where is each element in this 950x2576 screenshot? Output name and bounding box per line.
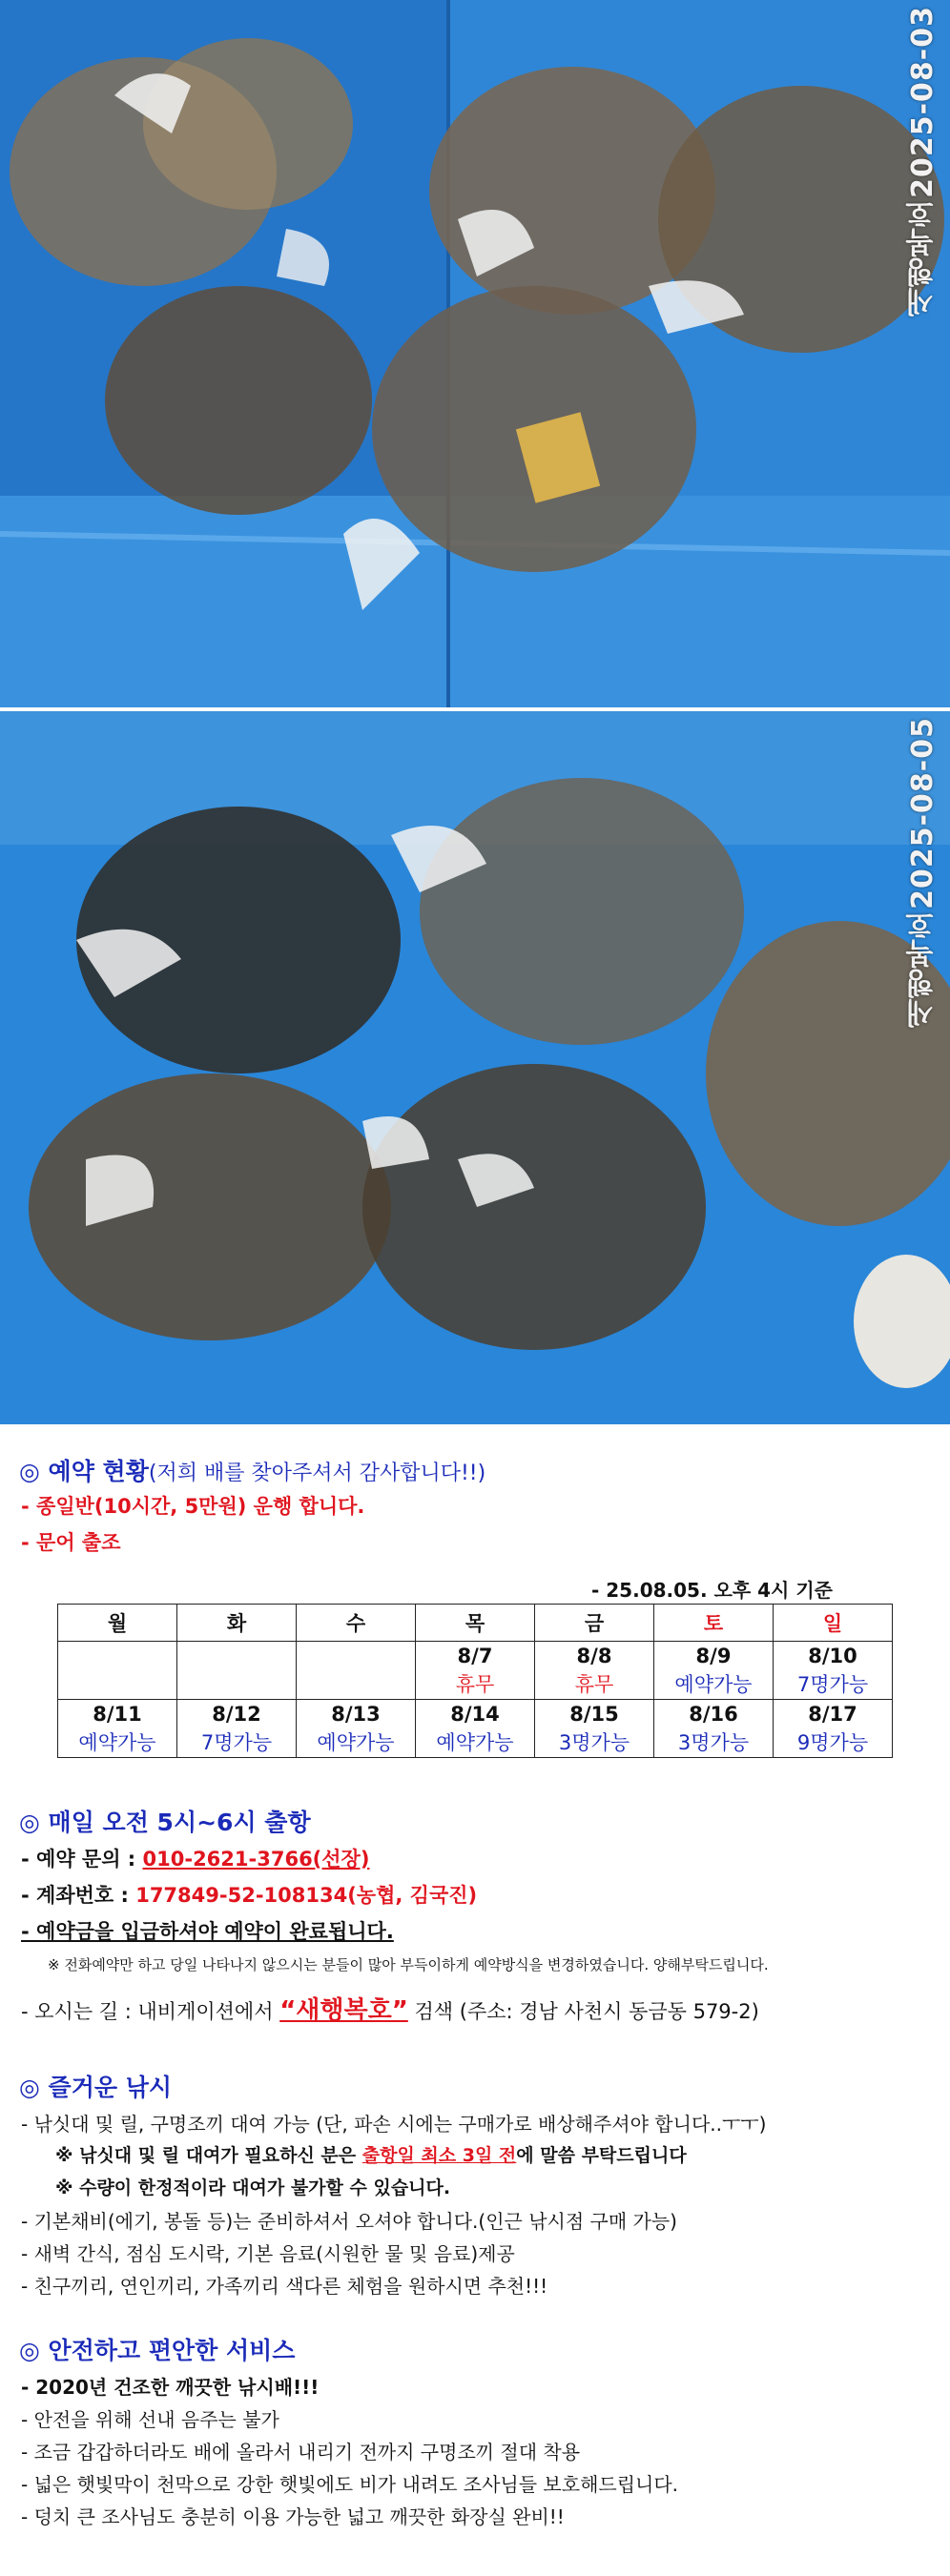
calendar-cell: 8/12 7명가능 (177, 1700, 297, 1758)
octopus-trip-notice: - 문어 출조 (21, 1531, 121, 1554)
calendar-cell: 8/15 3명가능 (535, 1700, 654, 1758)
calendar-cell: 8/11 예약가능 (58, 1700, 177, 1758)
calendar-cell: 8/14 예약가능 (416, 1700, 535, 1758)
meal-notice: - 새벽 간식, 점심 도시락, 기본 음료(시원한 물 및 음료)제공 (21, 2242, 515, 2265)
rental-limit-note: ※ 수량이 한정적이라 대여가 불가할 수 있습니다. (55, 2177, 451, 2198)
tackle-notice: - 기본채비(에기, 봉돌 등)는 준비하셔서 오셔야 합니다.(인근 낚시점 구매 가능) (21, 2210, 677, 2233)
calendar-cell: 8/7 휴무 (416, 1642, 535, 1700)
calendar-cell (177, 1642, 297, 1700)
calendar-cell: 8/10 7명가능 (774, 1642, 893, 1700)
phone-reservation-note: ※ 전화예약만 하고 당일 나타나지 않으시는 분들이 많아 부득이하게 예약방식을 변경하였습니다. 양해부탁드립니다. (48, 1956, 769, 1973)
reservation-subtitle: (저희 배를 찾아주셔서 감사합니다!!) (148, 1462, 486, 1485)
calendar-cell: 8/16 3명가능 (654, 1700, 774, 1758)
weekday-sun: 일 (774, 1605, 893, 1642)
calendar-cell: 8/9 예약가능 (654, 1642, 774, 1700)
bank-account: - 계좌번호 : 177849-52-108134(농협, 김국진) (21, 1884, 478, 1907)
calendar-week-row (58, 1642, 893, 1700)
rental-notice: - 낚싯대 및 릴, 구명조끼 대여 가능 (단, 파손 시에는 구매가로 배상해주셔야 합니다..ㅜㅜ) (21, 2113, 767, 2136)
sunshade-notice: - 넓은 햇빛막이 천막으로 강한 햇빛에도 비가 내려도 조사님들 보호해드립니다. (21, 2473, 679, 2496)
reservation-inquiry: - 예약 문의 : 010-2621-3766(선장) (21, 1848, 370, 1871)
alcohol-notice: - 안전을 위해 선내 음주는 불가 (21, 2408, 279, 2431)
weekday-header-row (58, 1605, 893, 1642)
weekday-sat: 토 (654, 1605, 774, 1642)
deposit-notice: - 예약금을 입금하셔야 예약이 완료됩니다. (21, 1920, 394, 1943)
directions: - 오시는 길 : 내비게이션에서 “새행복호” 검색 (주소: 경남 사천시 동금동 579-2) (21, 1996, 759, 2025)
inquiry-phone-number[interactable]: 010-2621-3766(선장) (142, 1848, 370, 1871)
weekday-mon: 월 (58, 1605, 177, 1642)
as-of-timestamp: - 25.08.05. 오후 4시 기준 (591, 1579, 833, 1602)
account-number: 177849-52-108134(농협, 김국진) (135, 1884, 478, 1907)
full-day-notice: - 종일반(10시간, 5만원) 운행 합니다. (21, 1495, 365, 1518)
weekday-tue: 화 (177, 1605, 297, 1642)
service-title: ◎ 안전하고 편안한 서비스 (19, 2337, 296, 2364)
catch-photo-2-image (0, 711, 950, 1424)
boat-notice: - 2020년 건조한 깨끗한 낚시배!!! (21, 2376, 320, 2399)
weekday-wed: 수 (297, 1605, 416, 1642)
calendar-week-row (58, 1700, 893, 1758)
catch-photo-1 (0, 0, 950, 707)
calendar-cell (297, 1642, 416, 1700)
rental-advance-note: ※ 낚싯대 및 릴 대여가 필요하신 분은 출항일 최소 3일 전에 말씀 부탁드립니다 (55, 2145, 687, 2166)
navigation-keyword: “새행복호” (279, 1996, 408, 2025)
fishing-title: ◎ 즐거운 낚시 (19, 2074, 173, 2101)
recommend-notice: - 친구끼리, 연인끼리, 가족끼리 색다른 체험을 원하시면 추천!!! (21, 2275, 548, 2298)
bullseye-icon: ◎ (19, 2337, 40, 2364)
reservation-title: ◎ 예약 현황(저희 배를 찾아주셔서 감사합니다!!) (19, 1458, 486, 1485)
restroom-notice: - 덩치 큰 조사님도 충분히 이용 가능한 넓고 깨끗한 화장실 완비!! (21, 2505, 565, 2528)
bullseye-icon: ◎ (19, 2074, 40, 2101)
bullseye-icon: ◎ (19, 1458, 40, 1485)
lifejacket-notice: - 조금 갑갑하더라도 배에 올라서 내리기 전까지 구명조끼 절대 착용 (21, 2441, 581, 2464)
calendar-cell: 8/17 9명가능 (774, 1700, 893, 1758)
photo-date-stamp: 새행복호2025-08-03 (906, 6, 940, 317)
catch-photo-1-image (0, 0, 950, 707)
weekday-thu: 목 (416, 1605, 535, 1642)
departure-title: ◎ 매일 오전 5시~6시 출항 (19, 1809, 311, 1836)
weekday-fri: 금 (535, 1605, 654, 1642)
photo-date-stamp: 새행복호2025-08-05 (906, 717, 940, 1028)
calendar-cell: 8/13 예약가능 (297, 1700, 416, 1758)
rental-deadline: 출항일 최소 3일 전 (361, 2145, 517, 2166)
calendar-cell: 8/8 휴무 (535, 1642, 654, 1700)
calendar-cell (58, 1642, 177, 1700)
bullseye-icon: ◎ (19, 1809, 40, 1836)
reservation-calendar (57, 1604, 893, 1758)
catch-photo-2 (0, 711, 950, 1424)
